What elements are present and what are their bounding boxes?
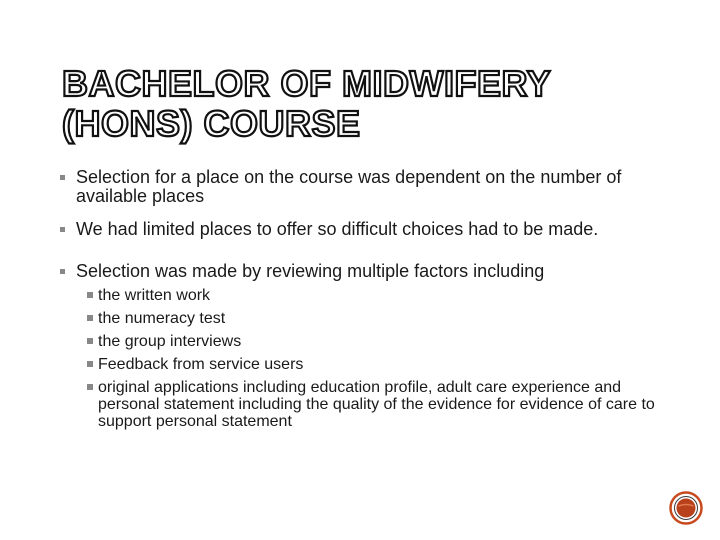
- bullet-square-icon: [60, 227, 65, 232]
- sub-bullet-square-icon: [87, 338, 93, 344]
- sub-bullet-list: [76, 287, 670, 430]
- bullet-square-icon: [60, 269, 65, 274]
- sub-bullet-item: [76, 333, 670, 350]
- bullet-item: [60, 168, 670, 206]
- bullet-text: Selection was made by reviewing multiple factors including: [76, 261, 545, 281]
- slide-title: [62, 64, 622, 144]
- sub-bullet-text: Feedback from service users: [98, 356, 304, 373]
- bullet-list: [60, 168, 670, 430]
- sub-bullet-square-icon: [87, 384, 93, 390]
- sub-bullet-item: [76, 356, 670, 373]
- sub-bullet-square-icon: [87, 315, 93, 321]
- sub-bullet-text: original applications including education profile, adult care experience and personal statement including the quality of the evidence for evidence of care to support personal statement: [98, 379, 655, 430]
- sub-bullet-item: [76, 310, 670, 327]
- sub-bullet-text: the written work: [98, 287, 211, 304]
- bullet-item: [60, 220, 670, 239]
- bullet-text: Selection for a place on the course was dependent on the number of available places: [76, 167, 622, 206]
- sub-bullet-item: [76, 287, 670, 304]
- bullet-item: [60, 262, 670, 430]
- sub-bullet-text: the numeracy test: [98, 310, 226, 327]
- sub-bullet-text: the group interviews: [98, 333, 242, 350]
- sub-bullet-square-icon: [87, 292, 93, 298]
- title-line-2: (HONS) COURSE: [62, 103, 361, 144]
- sub-bullet-square-icon: [87, 361, 93, 367]
- sub-bullet-item: [76, 379, 670, 430]
- circle-emblem-icon: [669, 491, 703, 525]
- bullet-square-icon: [60, 175, 65, 180]
- title-line-1: BACHELOR OF MIDWIFERY: [62, 63, 552, 104]
- bullet-text: We had limited places to offer so difficult choices had to be made.: [76, 219, 599, 239]
